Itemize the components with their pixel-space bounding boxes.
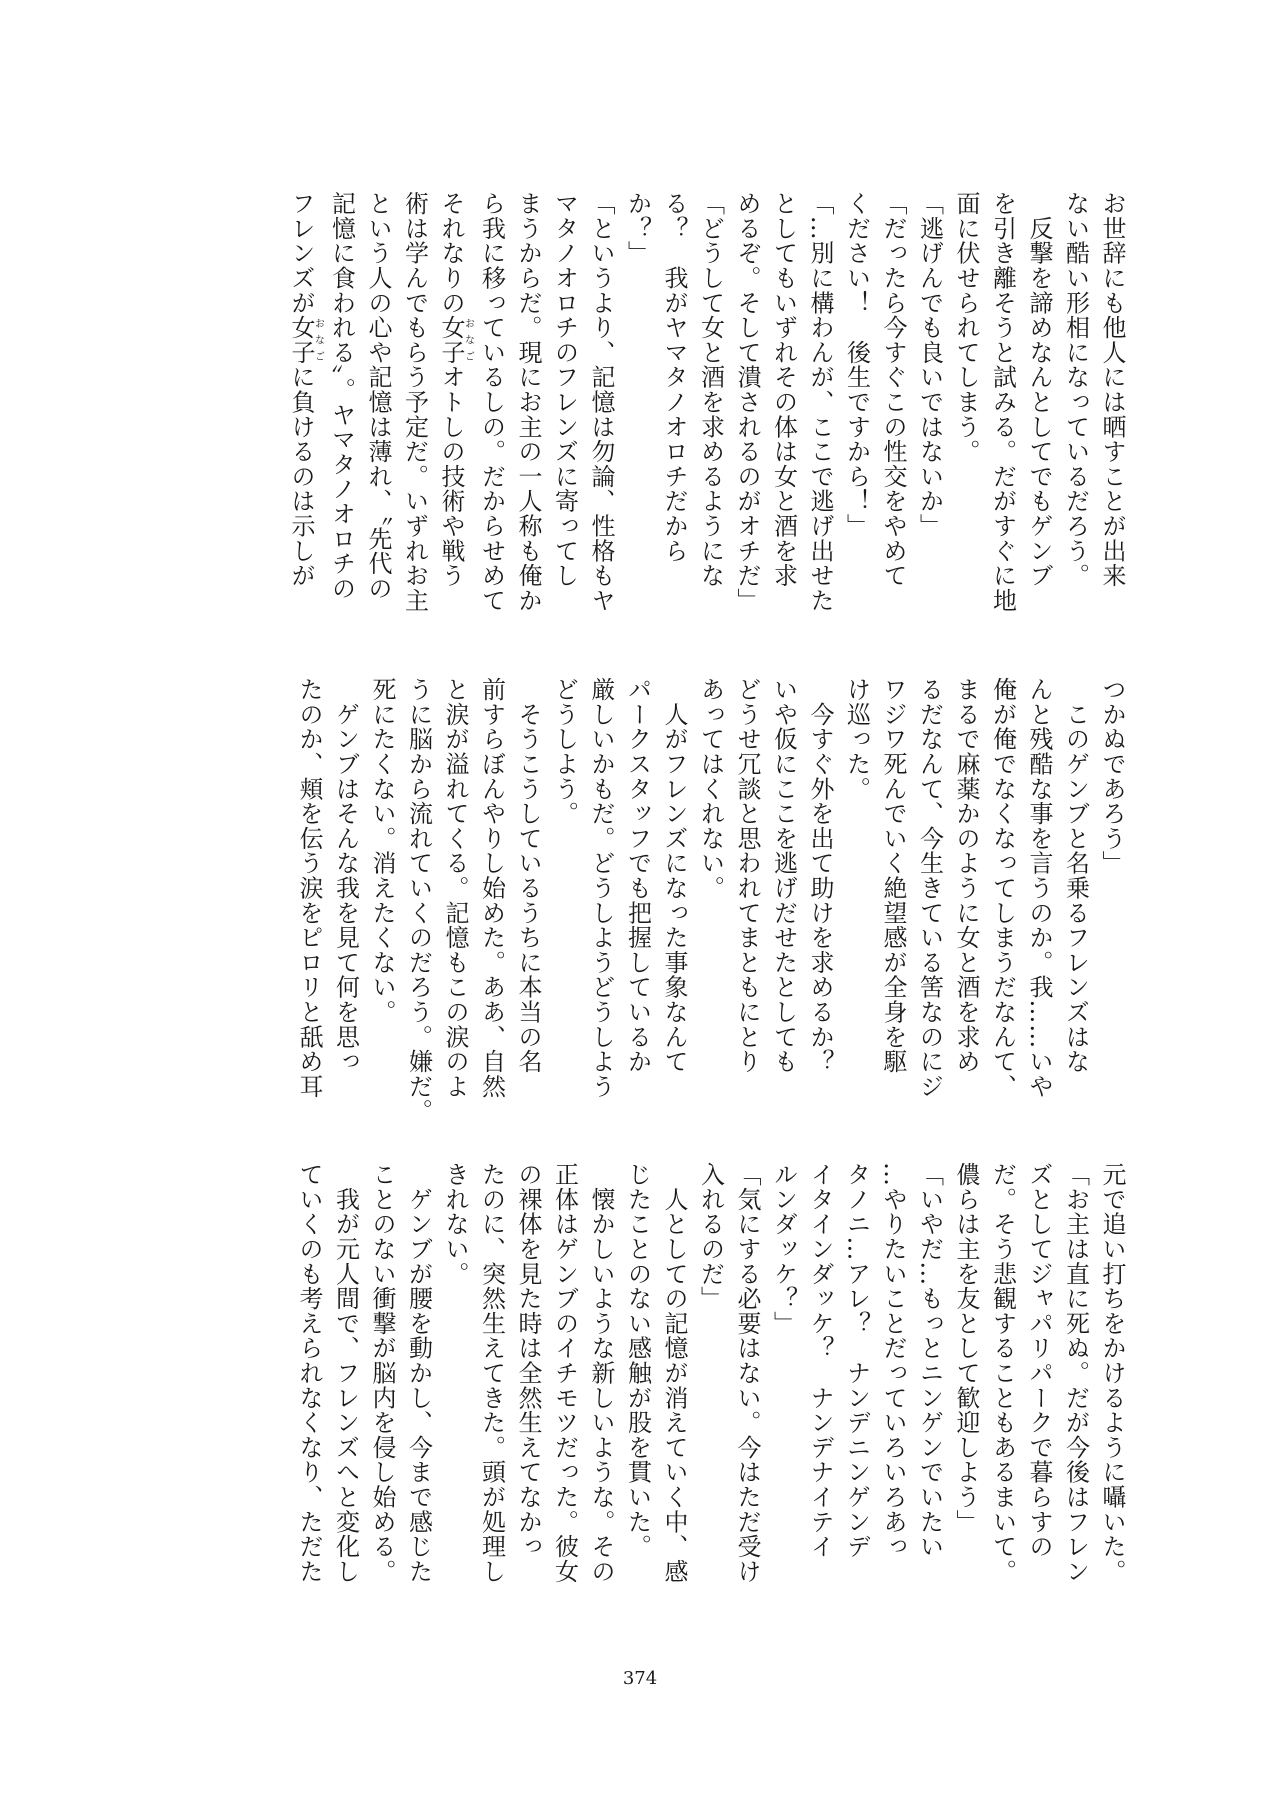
text-tier-middle (200, 677, 1130, 1142)
text-line: ゲンブはそんな我を見て何を思っ (331, 677, 360, 1074)
text-line: たのに、突然生えてきた。頭が処理し (477, 1162, 506, 1584)
text-line: 前すらぼんやりし始めた。ああ、自然 (477, 677, 506, 1099)
text-line: 今すぐ外を出て助けを求めるか？ (806, 677, 834, 1074)
text-line: 術は学んでもらう予定だ。いずれお主 (400, 191, 429, 613)
text-line: このゲンブと名乗るフレンズはな (1061, 677, 1090, 1074)
ruby-reading: おなご (462, 315, 474, 365)
text-line: け巡った。 (842, 677, 871, 801)
text-line: の裸体を見た時は全然生えてなかっ (514, 1162, 542, 1559)
text-line: ら我に移っているしの。だからせめて (477, 191, 506, 613)
ruby-base: 女子 (287, 315, 315, 365)
text-line: 「逃げんでも良いではないか」 (915, 191, 944, 539)
text-line: 「どうして女と酒を求めるようにな (696, 191, 725, 588)
text-segment: フレンズが (287, 191, 315, 315)
text-line: どうしよう。 (550, 677, 579, 826)
text-line: 厳しいかもだ。どうしようどうしよう (587, 677, 615, 1099)
text-line: 入れるのだ」 (696, 1162, 725, 1311)
text-line: ズとしてジャパリパークで暮らすの (1025, 1162, 1053, 1559)
text-tier-top (200, 191, 1130, 659)
text-line: たのか、頬を伝う涙をピロリと舐め耳 (295, 677, 323, 1099)
text-line: まうからだ。現にお主の一人称も俺か (514, 191, 542, 613)
text-line: じたことのない感触が股を貫いた。 (623, 1162, 652, 1559)
text-line: と涙が溢れてくる。記憶もこの涙のよ (441, 677, 469, 1099)
text-line: イタインダッケ？ ナンデナイテイ (806, 1162, 834, 1559)
text-line: 「だったら今すぐこの性交をやめて (879, 191, 907, 588)
text-line: 反撃を諦めなんとしてでもゲンブ (1025, 191, 1053, 588)
text-line: 人としての記憶が消えていく中、感 (660, 1162, 688, 1584)
text-line: 「というより、記憶は勿論、性格もヤ (587, 191, 615, 613)
text-line: めるぞ。そして潰されるのがオチだ」 (733, 191, 761, 613)
text-tier-bottom (200, 1162, 1130, 1630)
text-line: パークスタッフでも把握しているか (623, 677, 652, 1074)
text-line: 正体はゲンブのイチモツだった。彼女 (550, 1162, 579, 1584)
text-line (283, 191, 324, 659)
text-line: だ。そう悲観することもあるまいて。 (988, 1162, 1017, 1584)
text-line: 記憶に食われる〟。ヤマタノオロチの (327, 191, 356, 601)
text-line: つかぬであろう」 (1098, 677, 1126, 876)
text-line: マタノオロチのフレンズに寄ってし (550, 191, 579, 588)
text-line: どうせ冗談と思われてまともにとり (733, 677, 761, 1074)
text-line: ください！ 後生ですから！」 (842, 191, 871, 539)
text-line: タノニ…アレ？ ナンデニンゲンデ (842, 1162, 871, 1559)
text-line: お世辞にも他人には晒すことが出来 (1098, 191, 1126, 588)
text-line (433, 191, 474, 659)
text-line: ない酷い形相になっているだろう。 (1061, 191, 1090, 588)
text-line: る？ 我がヤマタノオロチだから (660, 191, 688, 563)
page-number: 374 (622, 1668, 658, 1689)
text-line: 面に伏せられてしまう。 (952, 191, 980, 464)
text-line: るだなんて、今生きている筈なのにジ (915, 677, 944, 1099)
text-line: ていくのも考えられなくなり、ただた (295, 1162, 323, 1584)
text-line: 俺が俺でなくなってしまうだなんて、 (988, 677, 1017, 1099)
furigana-word (287, 315, 324, 365)
text-line: いや仮にここを逃げだせたとしても (769, 677, 798, 1074)
text-line: としてもいずれその体は女と酒を求 (769, 191, 798, 588)
text-line: ワジワ死んでいく絶望感が全身を駆 (879, 677, 907, 1074)
text-line: ゲンブが腰を動かし、今まで感じた (404, 1162, 433, 1584)
text-line: ことのない衝撃が脳内を侵し始める。 (368, 1162, 396, 1584)
text-line: んと残酷な事を言うのか。我……いや (1025, 677, 1053, 1099)
text-line: あってはくれない。 (696, 677, 725, 901)
text-line: うに脳から流れていくのだろう。嫌だ。 (404, 677, 433, 1124)
text-line: か？」 (623, 191, 652, 266)
text-line: 「お主は直に死ぬ。だが今後はフレン (1061, 1162, 1090, 1584)
text-segment: オトしの技術や戦う (437, 364, 465, 588)
text-segment: それなりの (437, 191, 465, 315)
text-line: 元で追い打ちをかけるように囁いた。 (1098, 1162, 1126, 1584)
text-line: そうこうしているうちに本当の名 (514, 677, 542, 1074)
text-line: まるで麻薬かのように女と酒を求め (952, 677, 980, 1074)
text-line: 我が元人間で、フレンズへと変化し (331, 1162, 360, 1584)
text-line: 儂らは主を友として歓迎しよう」 (952, 1162, 980, 1534)
text-line: 死にたくない。消えたくない。 (368, 677, 396, 1025)
text-line: ルンダッケ？」 (769, 1162, 798, 1336)
ruby-reading: おなご (312, 315, 324, 365)
text-line: 人がフレンズになった事象なんて (660, 677, 688, 1074)
text-line: …やりたいことだっていろいろあっ (879, 1162, 907, 1559)
text-line: 「気にする必要はない。今はただ受け (733, 1162, 761, 1584)
text-line: を引き離そうと試みる。だがすぐに地 (988, 191, 1017, 613)
text-line: きれない。 (441, 1162, 469, 1286)
text-line: 「…別に構わんが、ここで逃げ出せた (806, 191, 834, 613)
text-segment: に負けるのは示しが (287, 364, 315, 588)
text-line: 「いやだ…もっとニンゲンでいたい (915, 1162, 944, 1559)
text-line: 懐かしいような新しいような。その (587, 1162, 615, 1584)
furigana-word (437, 315, 474, 365)
text-line: という人の心や記憶は薄れ、〝先代の (364, 191, 392, 601)
ruby-base: 女子 (437, 315, 465, 365)
